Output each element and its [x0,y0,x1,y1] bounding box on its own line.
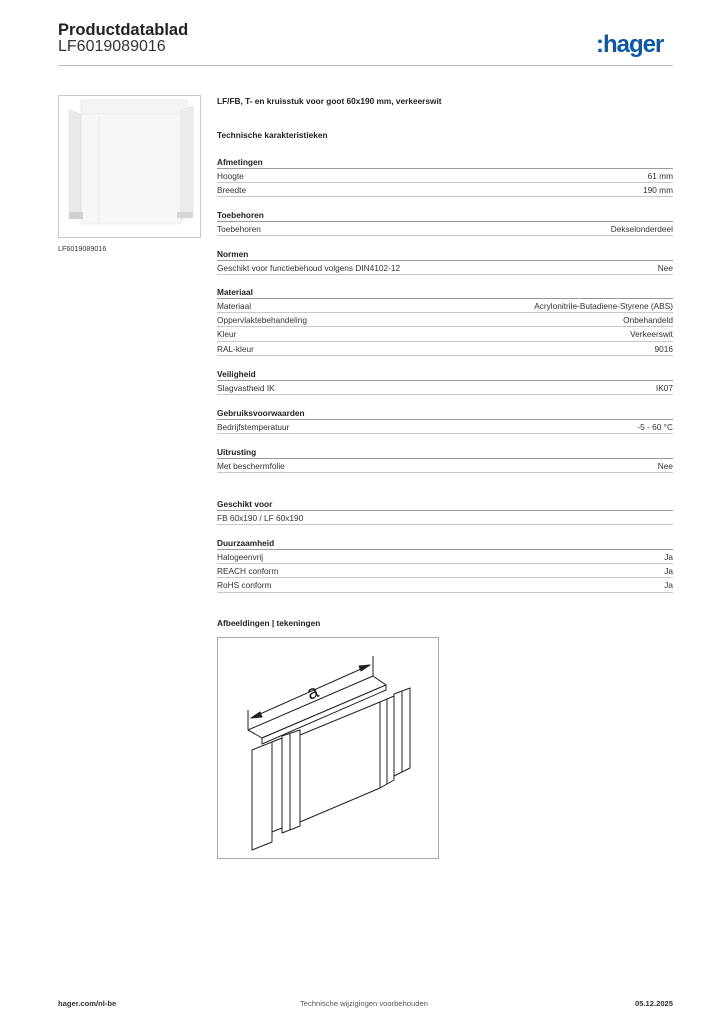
spec-row [217,511,673,525]
section-normen [217,248,673,275]
technical-drawing [217,637,439,859]
spec-value: Ja [664,566,673,577]
spec-label: Halogeenvrij [217,552,264,562]
hager-logo [596,30,676,60]
spec-row [217,381,673,395]
spec-value: 190 mm [643,185,673,196]
spec-label: FB 60x190 / LF 60x190 [217,513,304,523]
spec-row [217,342,673,356]
spec-value: -5 - 60 °C [637,422,673,432]
spec-value: Nee [657,461,673,471]
section-heading: Normen [217,248,673,261]
spec-row [217,578,673,592]
spec-row [217,550,673,564]
footer-website: hager.com/nl-be [58,999,117,1008]
spec-label: Hoogte [217,171,244,181]
section-heading: Toebehoren [217,209,673,222]
thumbnail-caption: LF6019089016 [58,244,107,253]
section-gebruiksvoorwaarden [217,407,673,434]
section-heading: Veiligheid [217,368,673,381]
header-divider [58,65,673,66]
section-veiligheid [217,368,673,395]
spec-row [217,222,673,236]
section-heading: Geschikt voor [217,498,673,511]
spec-value: Onbehandeld [623,315,673,326]
section-heading: Uitrusting [217,446,673,459]
hager-logo-text: :hager [596,31,664,58]
spec-row [217,420,673,434]
spec-row [217,564,673,578]
spec-row [217,327,673,341]
spec-value: 9016 [654,343,673,354]
spec-value: Ja [664,552,673,562]
spec-row [217,183,673,197]
section-toebehoren [217,209,673,236]
technical-characteristics-heading: Technische karakteristieken [217,130,328,140]
spec-label: Slagvastheid IK [217,383,275,393]
spec-label: Geschikt voor functiebehoud volgens DIN4102-12 [217,263,401,273]
spec-value: Nee [657,263,673,273]
spec-label: Toebehoren [217,224,261,234]
product-image [59,96,200,237]
section-uitrusting [217,446,673,473]
section-geschikt-voor [217,498,673,525]
spec-label: Breedte [217,185,247,196]
spec-label: Oppervlaktebehandeling [217,315,307,326]
product-thumbnail [58,95,201,238]
page-title: Productdatablad [58,21,189,39]
section-duurzaamheid [217,537,673,593]
spec-value: IK07 [655,383,673,393]
spec-label: REACH conform [217,566,279,577]
section-heading: Materiaal [217,286,673,299]
spec-label: Bedrijfstemperatuur [217,422,290,432]
section-heading: Duurzaamheid [217,537,673,550]
section-heading: Afbeeldingen | tekeningen [217,618,321,628]
product-code: LF6019089016 [58,38,166,55]
spec-value: 61 mm [647,171,673,181]
spec-label: Met beschermfolie [217,461,285,471]
spec-row [217,459,673,473]
spec-value: Ja [664,580,673,591]
spec-value: Dekselonderdeel [610,224,673,234]
section-materiaal [217,286,673,356]
drawing-svg [218,638,438,858]
spec-row [217,313,673,327]
spec-row [217,299,673,313]
spec-value: Verkeerswit [630,329,673,340]
spec-label: RoHS conform [217,580,272,591]
product-title: LF/FB, T- en kruisstuk voor goot 60x190 mm, verkeerswit [217,96,442,106]
section-afbeeldingen [217,617,673,630]
footer-date: 05.12.2025 [634,999,673,1008]
section-afmetingen [217,156,673,197]
spec-label: Materiaal [217,301,252,311]
spec-row [217,261,673,275]
section-heading: Afmetingen [217,156,673,169]
section-heading: Gebruiksvoorwaarden [217,407,673,420]
spec-label: Kleur [217,329,237,340]
footer-notice: Technische wijzigingen voorbehouden [300,999,428,1008]
spec-row [217,169,673,183]
spec-label: RAL-kleur [217,343,254,354]
spec-value: Acrylonitrile-Butadiene-Styrene (ABS) [534,301,673,311]
dimension-label: a [304,681,322,705]
